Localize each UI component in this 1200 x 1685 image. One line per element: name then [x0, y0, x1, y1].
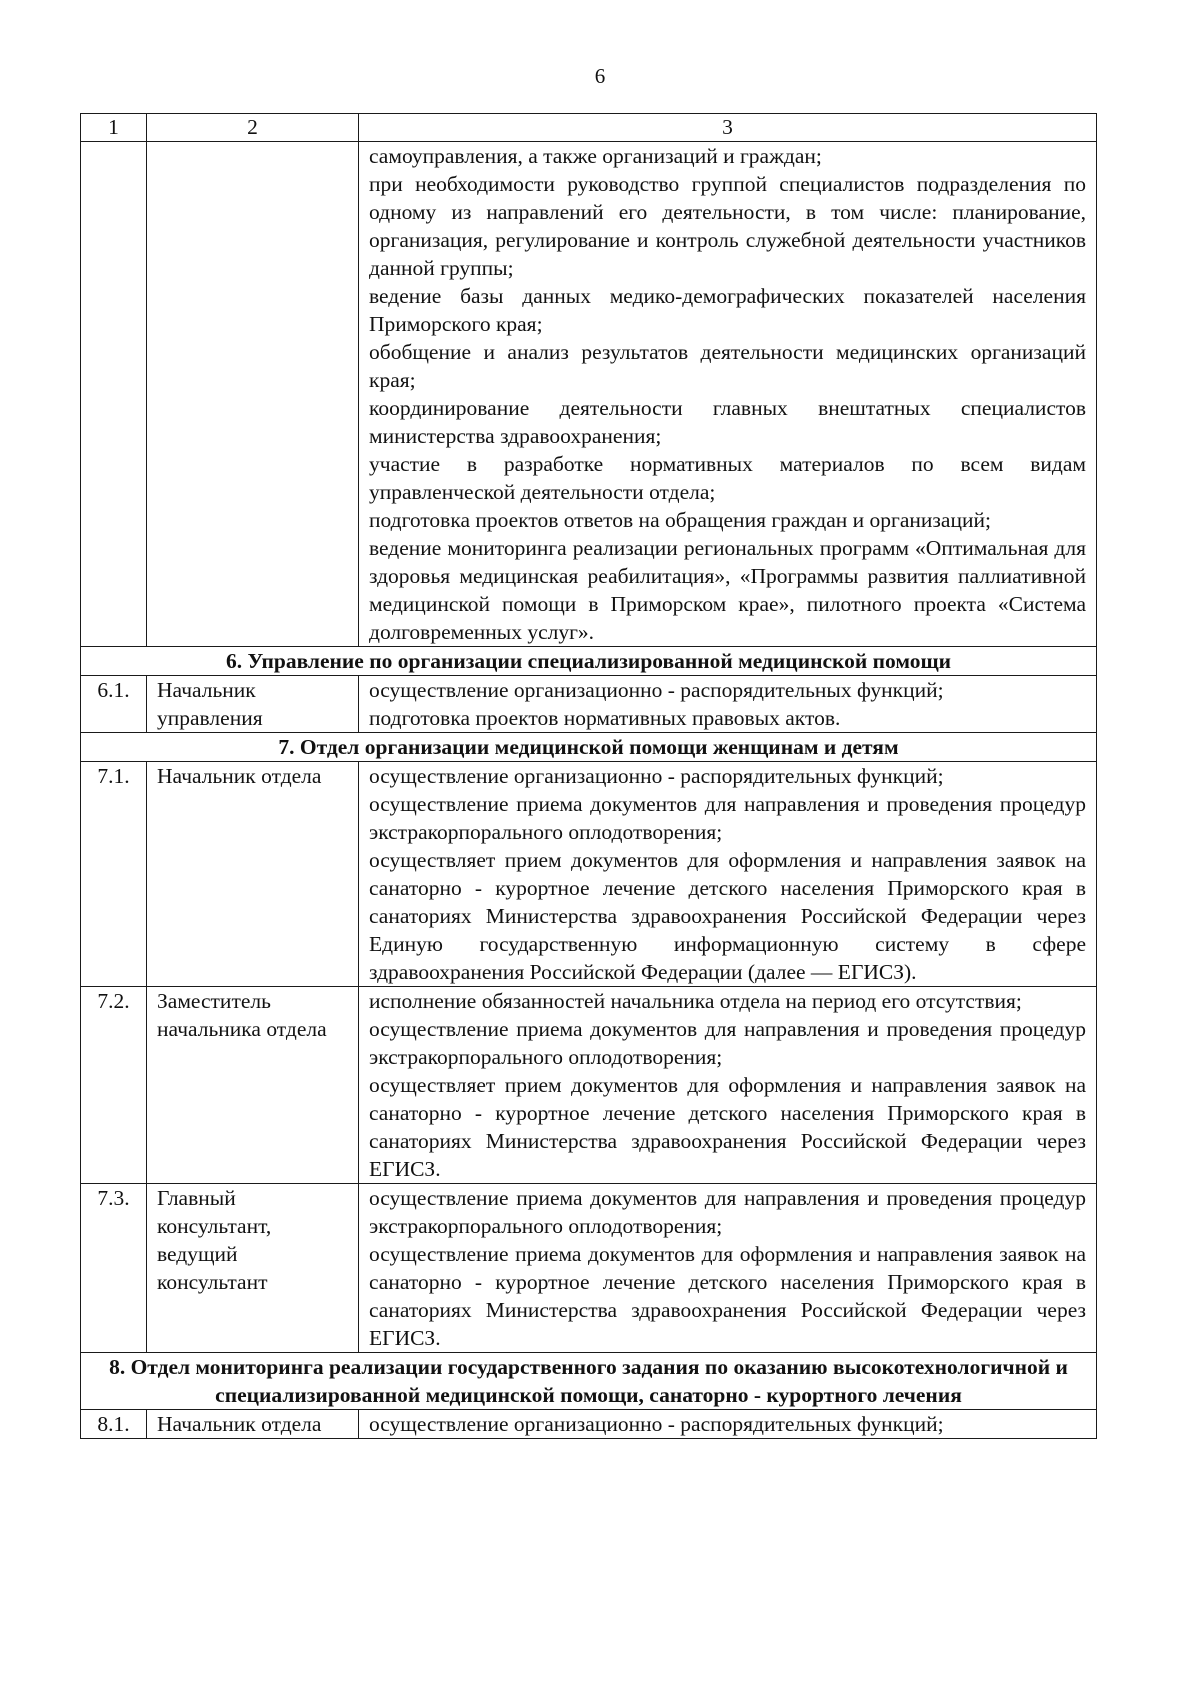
section-title: 6. Управление по организации специализированной медицинской помощи: [81, 647, 1097, 676]
section-header-row: [81, 647, 1097, 676]
section-header-row: [81, 733, 1097, 762]
row-duties: [359, 142, 1097, 647]
section-title: 7. Отдел организации медицинской помощи женщинам и детям: [81, 733, 1097, 762]
row-number: [81, 142, 147, 647]
duty-item: координирование деятельности главных внештатных специалистов министерства здравоохранения;: [369, 396, 1086, 448]
table-header-row: [81, 114, 1097, 142]
column-header-2: 2: [147, 114, 359, 142]
row-duties: [359, 1410, 1097, 1439]
table-row: [81, 142, 1097, 647]
row-number: 7.2.: [81, 987, 147, 1184]
duty-item: исполнение обязанностей начальника отдела на период его отсутствия;: [369, 989, 1022, 1013]
duty-item: при необходимости руководство группой специалистов подразделения по одному из направлений его деятельности, в том числе: планирование, организация, регулирование и контроль служебной деятельности участников данной группы;: [369, 172, 1086, 280]
table-row: [81, 1184, 1097, 1353]
table-row: [81, 1410, 1097, 1439]
row-position: Начальник отдела: [147, 762, 359, 987]
duty-item: обобщение и анализ результатов деятельности медицинских организаций края;: [369, 340, 1086, 392]
duty-item: осуществление приема документов для направления и проведения процедур экстракорпорального оплодотворения;: [369, 792, 1086, 844]
table-row: [81, 987, 1097, 1184]
row-duties: [359, 762, 1097, 987]
table-row: [81, 676, 1097, 733]
section-header-row: [81, 1353, 1097, 1410]
row-position: Главный консультант, ведущий консультант: [147, 1184, 359, 1353]
duties-table: [80, 113, 1097, 1439]
duty-item: осуществление организационно - распорядительных функций;: [369, 678, 944, 702]
duty-item: осуществляет прием документов для оформления и направления заявок на санаторно - курортное лечение детского населения Приморского края в санаториях Министерства здравоохранения Российской Федерации через Единую государственную информационную систему в сфере здравоохранения Российской Федерации (далее — ЕГИСЗ).: [369, 848, 1086, 984]
row-position: Начальник отдела: [147, 1410, 359, 1439]
duty-item: осуществление организационно - распорядительных функций;: [369, 1412, 944, 1436]
duty-item: подготовка проектов нормативных правовых актов.: [369, 706, 841, 730]
row-number: 7.1.: [81, 762, 147, 987]
duty-item: осуществление организационно - распорядительных функций;: [369, 764, 944, 788]
table-row: [81, 762, 1097, 987]
row-position: Начальник управления: [147, 676, 359, 733]
page-number: 6: [594, 64, 606, 88]
row-duties: [359, 1184, 1097, 1353]
row-position: Заместитель начальника отдела: [147, 987, 359, 1184]
row-position: [147, 142, 359, 647]
duty-item: ведение базы данных медико-демографических показателей населения Приморского края;: [369, 284, 1086, 336]
row-number: 8.1.: [81, 1410, 147, 1439]
row-duties: [359, 676, 1097, 733]
section-title: 8. Отдел мониторинга реализации государственного задания по оказанию высокотехнологичной и специализированной медицинской помощи, санаторно - курортного лечения: [81, 1353, 1097, 1410]
duty-item: участие в разработке нормативных материалов по всем видам управленческой деятельности отдела;: [369, 452, 1086, 504]
duty-item: осуществление приема документов для направления и проведения процедур экстракорпорального оплодотворения;: [369, 1017, 1086, 1069]
duty-item: осуществление приема документов для оформления и направления заявок на санаторно - курортное лечение детского населения Приморского края в санаториях Министерства здравоохранения Российской Федерации через ЕГИСЗ.: [369, 1242, 1086, 1350]
duty-item: осуществляет прием документов для оформления и направления заявок на санаторно - курортное лечение детского населения Приморского края в санаториях Министерства здравоохранения Российской Федерации через ЕГИСЗ.: [369, 1073, 1086, 1181]
duty-item: ведение мониторинга реализации региональных программ «Оптимальная для здоровья медицинская реабилитация», «Программы развития паллиативной медицинской помощи в Приморском крае», пилотного проекта «Система долговременных услуг».: [369, 536, 1086, 644]
row-duties: [359, 987, 1097, 1184]
duty-item: осуществление приема документов для направления и проведения процедур экстракорпорального оплодотворения;: [369, 1186, 1086, 1238]
duty-item: подготовка проектов ответов на обращения граждан и организаций;: [369, 508, 991, 532]
column-header-1: 1: [81, 114, 147, 142]
row-number: 7.3.: [81, 1184, 147, 1353]
row-number: 6.1.: [81, 676, 147, 733]
column-header-3: 3: [359, 114, 1097, 142]
duty-item: самоуправления, а также организаций и граждан;: [369, 144, 822, 168]
